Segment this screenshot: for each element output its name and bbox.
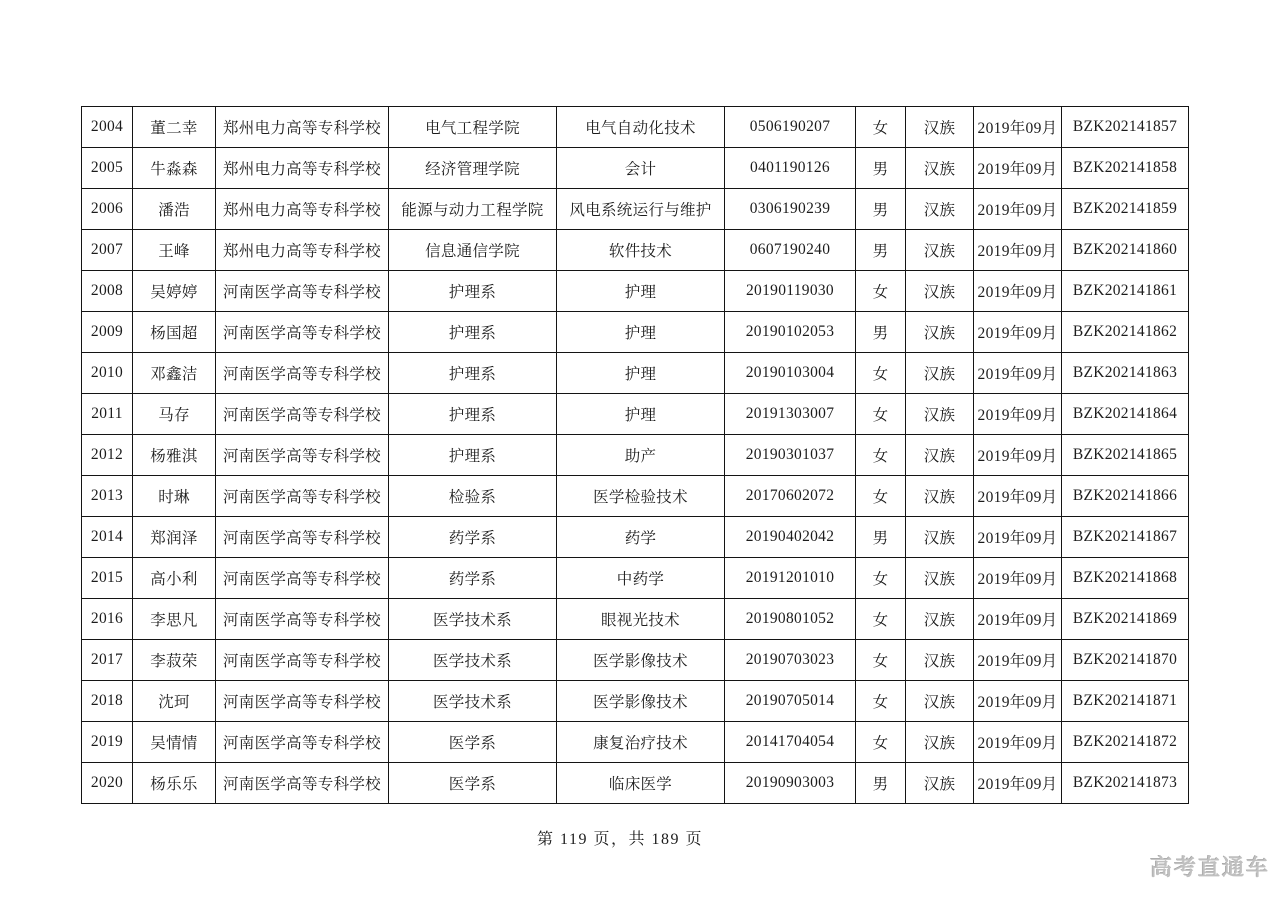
cell-name: 王峰 xyxy=(133,230,216,271)
cell-gender: 男 xyxy=(856,763,906,804)
cell-ethnicity: 汉族 xyxy=(906,435,974,476)
cell-major: 眼视光技术 xyxy=(557,599,725,640)
cell-student-no: 20190801052 xyxy=(725,599,856,640)
cell-serial: 2016 xyxy=(82,599,133,640)
cell-name: 董二幸 xyxy=(133,107,216,148)
cell-gender: 女 xyxy=(856,681,906,722)
cell-department: 医学技术系 xyxy=(389,681,557,722)
cell-major: 电气自动化技术 xyxy=(557,107,725,148)
cell-serial: 2007 xyxy=(82,230,133,271)
cell-ethnicity: 汉族 xyxy=(906,312,974,353)
cell-cert-no: BZK202141862 xyxy=(1062,312,1189,353)
cell-gender: 男 xyxy=(856,189,906,230)
cell-serial: 2020 xyxy=(82,763,133,804)
cell-student-no: 20170602072 xyxy=(725,476,856,517)
cell-department: 能源与动力工程学院 xyxy=(389,189,557,230)
cell-name: 杨雅淇 xyxy=(133,435,216,476)
cell-gender: 女 xyxy=(856,476,906,517)
cell-enroll-date: 2019年09月 xyxy=(974,435,1062,476)
cell-ethnicity: 汉族 xyxy=(906,476,974,517)
cell-serial: 2019 xyxy=(82,722,133,763)
cell-school: 河南医学高等专科学校 xyxy=(216,681,389,722)
cell-student-no: 20190119030 xyxy=(725,271,856,312)
cell-serial: 2011 xyxy=(82,394,133,435)
student-roster-table xyxy=(81,106,1189,804)
table-row xyxy=(82,353,1189,394)
cell-major: 护理 xyxy=(557,312,725,353)
cell-school: 河南医学高等专科学校 xyxy=(216,558,389,599)
cell-department: 护理系 xyxy=(389,353,557,394)
cell-name: 李思凡 xyxy=(133,599,216,640)
cell-enroll-date: 2019年09月 xyxy=(974,230,1062,271)
cell-name: 邓鑫洁 xyxy=(133,353,216,394)
cell-enroll-date: 2019年09月 xyxy=(974,763,1062,804)
cell-gender: 女 xyxy=(856,599,906,640)
roster-body xyxy=(82,107,1189,804)
cell-major: 会计 xyxy=(557,148,725,189)
cell-enroll-date: 2019年09月 xyxy=(974,312,1062,353)
cell-ethnicity: 汉族 xyxy=(906,681,974,722)
cell-school: 河南医学高等专科学校 xyxy=(216,353,389,394)
cell-ethnicity: 汉族 xyxy=(906,107,974,148)
cell-gender: 女 xyxy=(856,271,906,312)
table-row xyxy=(82,312,1189,353)
cell-serial: 2004 xyxy=(82,107,133,148)
cell-cert-no: BZK202141858 xyxy=(1062,148,1189,189)
cell-major: 软件技术 xyxy=(557,230,725,271)
cell-student-no: 20190103004 xyxy=(725,353,856,394)
cell-department: 医学系 xyxy=(389,763,557,804)
table-row xyxy=(82,681,1189,722)
cell-school: 郑州电力高等专科学校 xyxy=(216,189,389,230)
cell-serial: 2013 xyxy=(82,476,133,517)
watermark-text: 高考直通车 xyxy=(1149,855,1270,880)
cell-major: 药学 xyxy=(557,517,725,558)
cell-serial: 2018 xyxy=(82,681,133,722)
cell-gender: 男 xyxy=(856,230,906,271)
cell-student-no: 20190703023 xyxy=(725,640,856,681)
cell-name: 杨国超 xyxy=(133,312,216,353)
cell-student-no: 20191303007 xyxy=(725,394,856,435)
cell-name: 时琳 xyxy=(133,476,216,517)
cell-gender: 女 xyxy=(856,394,906,435)
cell-enroll-date: 2019年09月 xyxy=(974,394,1062,435)
cell-school: 郑州电力高等专科学校 xyxy=(216,148,389,189)
cell-student-no: 20190102053 xyxy=(725,312,856,353)
cell-cert-no: BZK202141867 xyxy=(1062,517,1189,558)
cell-student-no: 20141704054 xyxy=(725,722,856,763)
cell-cert-no: BZK202141871 xyxy=(1062,681,1189,722)
cell-major: 风电系统运行与维护 xyxy=(557,189,725,230)
cell-student-no: 20190402042 xyxy=(725,517,856,558)
cell-student-no: 20190301037 xyxy=(725,435,856,476)
cell-cert-no: BZK202141859 xyxy=(1062,189,1189,230)
cell-enroll-date: 2019年09月 xyxy=(974,517,1062,558)
cell-cert-no: BZK202141873 xyxy=(1062,763,1189,804)
cell-enroll-date: 2019年09月 xyxy=(974,722,1062,763)
cell-ethnicity: 汉族 xyxy=(906,558,974,599)
cell-enroll-date: 2019年09月 xyxy=(974,681,1062,722)
cell-student-no: 0506190207 xyxy=(725,107,856,148)
table-row xyxy=(82,435,1189,476)
cell-ethnicity: 汉族 xyxy=(906,189,974,230)
cell-major: 医学影像技术 xyxy=(557,640,725,681)
table-row xyxy=(82,476,1189,517)
cell-department: 检验系 xyxy=(389,476,557,517)
cell-school: 河南医学高等专科学校 xyxy=(216,271,389,312)
cell-department: 医学技术系 xyxy=(389,640,557,681)
cell-enroll-date: 2019年09月 xyxy=(974,476,1062,517)
cell-school: 河南医学高等专科学校 xyxy=(216,476,389,517)
cell-gender: 男 xyxy=(856,517,906,558)
cell-enroll-date: 2019年09月 xyxy=(974,107,1062,148)
table-row xyxy=(82,189,1189,230)
cell-cert-no: BZK202141866 xyxy=(1062,476,1189,517)
cell-gender: 女 xyxy=(856,353,906,394)
cell-serial: 2009 xyxy=(82,312,133,353)
cell-student-no: 20191201010 xyxy=(725,558,856,599)
cell-ethnicity: 汉族 xyxy=(906,230,974,271)
cell-name: 杨乐乐 xyxy=(133,763,216,804)
cell-major: 护理 xyxy=(557,353,725,394)
cell-ethnicity: 汉族 xyxy=(906,271,974,312)
cell-enroll-date: 2019年09月 xyxy=(974,353,1062,394)
cell-gender: 女 xyxy=(856,640,906,681)
table-row xyxy=(82,517,1189,558)
cell-name: 李菽荣 xyxy=(133,640,216,681)
cell-serial: 2005 xyxy=(82,148,133,189)
cell-cert-no: BZK202141865 xyxy=(1062,435,1189,476)
cell-school: 河南医学高等专科学校 xyxy=(216,517,389,558)
cell-department: 护理系 xyxy=(389,394,557,435)
cell-name: 吴情情 xyxy=(133,722,216,763)
cell-student-no: 0607190240 xyxy=(725,230,856,271)
cell-enroll-date: 2019年09月 xyxy=(974,271,1062,312)
cell-school: 河南医学高等专科学校 xyxy=(216,722,389,763)
table-row xyxy=(82,640,1189,681)
cell-serial: 2014 xyxy=(82,517,133,558)
cell-student-no: 0401190126 xyxy=(725,148,856,189)
cell-gender: 男 xyxy=(856,148,906,189)
table-row xyxy=(82,148,1189,189)
cell-major: 护理 xyxy=(557,394,725,435)
cell-student-no: 20190705014 xyxy=(725,681,856,722)
cell-serial: 2008 xyxy=(82,271,133,312)
cell-gender: 女 xyxy=(856,107,906,148)
cell-ethnicity: 汉族 xyxy=(906,763,974,804)
cell-major: 临床医学 xyxy=(557,763,725,804)
cell-school: 郑州电力高等专科学校 xyxy=(216,107,389,148)
table-row xyxy=(82,394,1189,435)
page-number-footer: 第 119 页，共 189 页 xyxy=(537,831,703,848)
table-row xyxy=(82,599,1189,640)
cell-major: 中药学 xyxy=(557,558,725,599)
cell-school: 河南医学高等专科学校 xyxy=(216,763,389,804)
cell-name: 郑润泽 xyxy=(133,517,216,558)
cell-major: 助产 xyxy=(557,435,725,476)
cell-department: 护理系 xyxy=(389,435,557,476)
cell-cert-no: BZK202141861 xyxy=(1062,271,1189,312)
cell-department: 药学系 xyxy=(389,558,557,599)
cell-department: 药学系 xyxy=(389,517,557,558)
cell-ethnicity: 汉族 xyxy=(906,353,974,394)
cell-name: 潘浩 xyxy=(133,189,216,230)
cell-ethnicity: 汉族 xyxy=(906,640,974,681)
cell-cert-no: BZK202141868 xyxy=(1062,558,1189,599)
cell-school: 河南医学高等专科学校 xyxy=(216,312,389,353)
cell-ethnicity: 汉族 xyxy=(906,394,974,435)
cell-major: 医学影像技术 xyxy=(557,681,725,722)
cell-ethnicity: 汉族 xyxy=(906,722,974,763)
cell-school: 河南医学高等专科学校 xyxy=(216,640,389,681)
cell-enroll-date: 2019年09月 xyxy=(974,189,1062,230)
table-row xyxy=(82,763,1189,804)
cell-school: 河南医学高等专科学校 xyxy=(216,435,389,476)
cell-cert-no: BZK202141857 xyxy=(1062,107,1189,148)
table-row xyxy=(82,230,1189,271)
cell-department: 医学系 xyxy=(389,722,557,763)
cell-cert-no: BZK202141863 xyxy=(1062,353,1189,394)
cell-serial: 2015 xyxy=(82,558,133,599)
cell-cert-no: BZK202141864 xyxy=(1062,394,1189,435)
table-row xyxy=(82,722,1189,763)
cell-major: 康复治疗技术 xyxy=(557,722,725,763)
cell-cert-no: BZK202141860 xyxy=(1062,230,1189,271)
cell-cert-no: BZK202141872 xyxy=(1062,722,1189,763)
cell-serial: 2010 xyxy=(82,353,133,394)
cell-ethnicity: 汉族 xyxy=(906,599,974,640)
cell-name: 吴婷婷 xyxy=(133,271,216,312)
cell-enroll-date: 2019年09月 xyxy=(974,640,1062,681)
cell-serial: 2012 xyxy=(82,435,133,476)
cell-gender: 男 xyxy=(856,312,906,353)
cell-gender: 女 xyxy=(856,722,906,763)
cell-department: 医学技术系 xyxy=(389,599,557,640)
cell-student-no: 20190903003 xyxy=(725,763,856,804)
cell-major: 医学检验技术 xyxy=(557,476,725,517)
cell-serial: 2017 xyxy=(82,640,133,681)
cell-school: 河南医学高等专科学校 xyxy=(216,599,389,640)
cell-name: 高小利 xyxy=(133,558,216,599)
table-row xyxy=(82,271,1189,312)
table-row xyxy=(82,558,1189,599)
cell-enroll-date: 2019年09月 xyxy=(974,148,1062,189)
cell-department: 护理系 xyxy=(389,271,557,312)
cell-gender: 女 xyxy=(856,558,906,599)
cell-ethnicity: 汉族 xyxy=(906,517,974,558)
cell-cert-no: BZK202141869 xyxy=(1062,599,1189,640)
cell-cert-no: BZK202141870 xyxy=(1062,640,1189,681)
table-row xyxy=(82,107,1189,148)
cell-department: 电气工程学院 xyxy=(389,107,557,148)
cell-department: 信息通信学院 xyxy=(389,230,557,271)
cell-department: 经济管理学院 xyxy=(389,148,557,189)
cell-name: 马存 xyxy=(133,394,216,435)
cell-school: 郑州电力高等专科学校 xyxy=(216,230,389,271)
cell-name: 沈珂 xyxy=(133,681,216,722)
cell-student-no: 0306190239 xyxy=(725,189,856,230)
cell-serial: 2006 xyxy=(82,189,133,230)
cell-gender: 女 xyxy=(856,435,906,476)
cell-major: 护理 xyxy=(557,271,725,312)
cell-enroll-date: 2019年09月 xyxy=(974,558,1062,599)
cell-department: 护理系 xyxy=(389,312,557,353)
cell-ethnicity: 汉族 xyxy=(906,148,974,189)
cell-name: 牛淼森 xyxy=(133,148,216,189)
cell-enroll-date: 2019年09月 xyxy=(974,599,1062,640)
cell-school: 河南医学高等专科学校 xyxy=(216,394,389,435)
